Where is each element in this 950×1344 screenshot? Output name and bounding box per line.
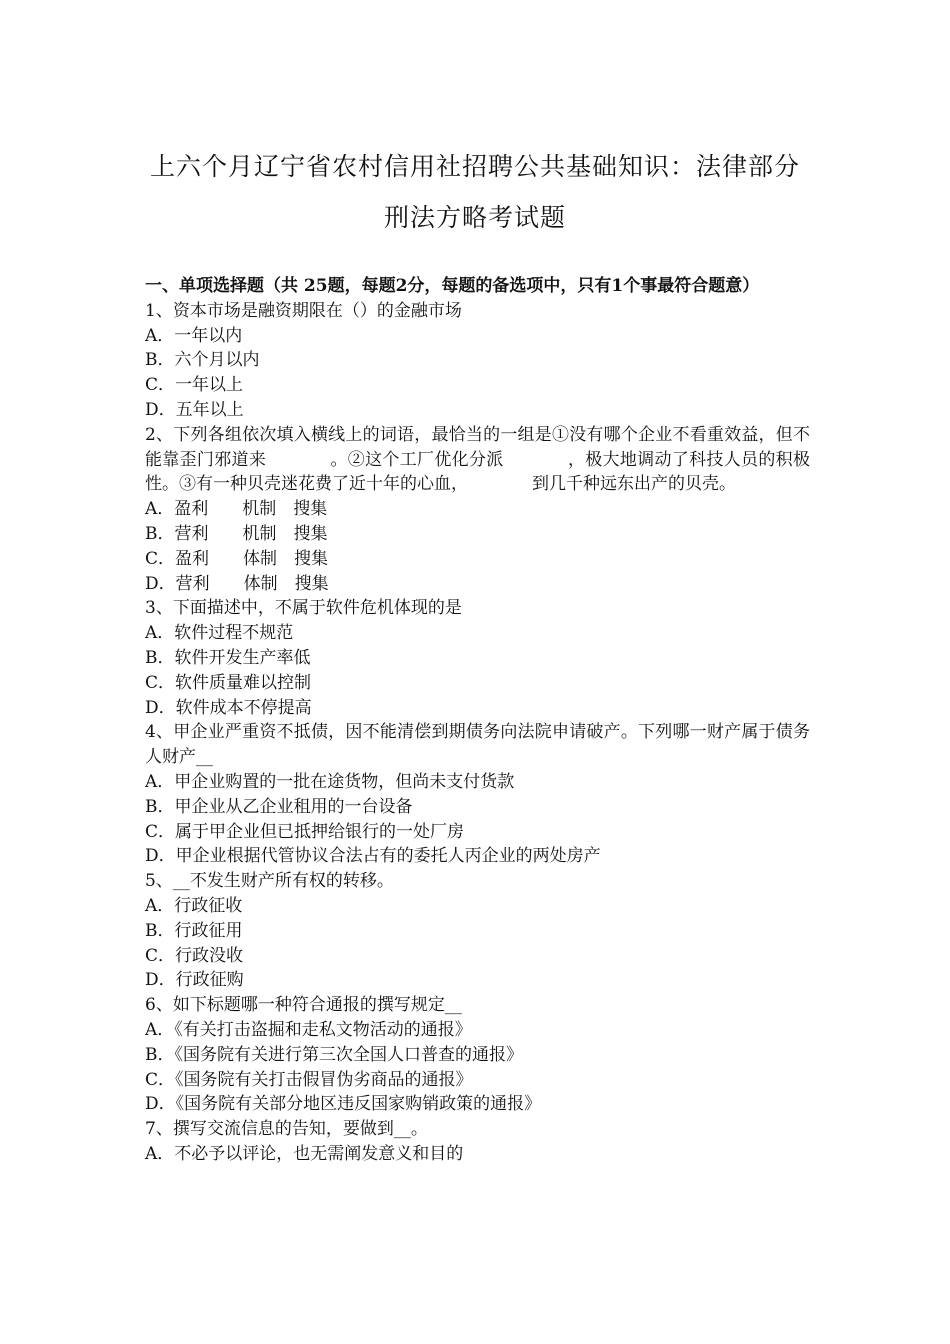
answer-option: A．甲企业购置的一批在途货物，但尚未支付货款 bbox=[145, 771, 515, 792]
question-stem bbox=[145, 423, 810, 497]
answer-option: B．软件开发生产率低 bbox=[145, 647, 311, 668]
question-3 bbox=[145, 596, 810, 720]
answer-option: B．甲企业从乙企业租用的一台设备 bbox=[145, 796, 413, 817]
question-stem: 1、资本市场是融资期限在（）的金融市场 bbox=[145, 300, 462, 321]
question-stem-part: ，极大地调动了科技人员的积极性。③有一种贝壳迷花费了近十年的心血， bbox=[145, 449, 810, 495]
answer-option: A．软件过程不规范 bbox=[145, 623, 294, 644]
question-stem-part: 到几千种远东出产的贝壳。 bbox=[532, 474, 736, 495]
answer-option: D．甲企业根据代管协议合法占有的委托人丙企业的两处房产 bbox=[145, 846, 601, 867]
question-1 bbox=[145, 299, 810, 423]
answer-option: A．一年以内 bbox=[145, 325, 243, 346]
answer-option: C．属于甲企业但已抵押给银行的一处厂房 bbox=[145, 821, 465, 842]
question-4 bbox=[145, 720, 810, 869]
answer-option: C．一年以上 bbox=[145, 375, 244, 396]
answer-option: A．不必予以评论，也无需阐发意义和目的 bbox=[145, 1143, 464, 1164]
answer-option: B．行政征用 bbox=[145, 920, 243, 941]
answer-option: B．六个月以内 bbox=[145, 350, 260, 371]
question-2 bbox=[145, 423, 810, 597]
question-stem: 7、撰写交流信息的告知，要做到__。 bbox=[145, 1119, 428, 1140]
answer-option: D．营利 体制 搜集 bbox=[145, 573, 329, 594]
question-7 bbox=[145, 1117, 810, 1167]
section-heading: 一、单项选择题（共 25题，每题2分，每题的备选项中，只有1个事最符合题意） bbox=[145, 276, 760, 296]
answer-option: D．行政征购 bbox=[145, 970, 244, 991]
answer-option: A．行政征收 bbox=[145, 895, 243, 916]
question-stem: 6、如下标题哪一种符合通报的撰写规定__ bbox=[145, 995, 462, 1016]
question-5 bbox=[145, 869, 810, 993]
question-stem: 4、甲企业严重资不抵债，因不能清偿到期债务向法院申请破产。下列哪一财产属于债务人财产__ bbox=[145, 722, 810, 768]
answer-option: A．《有关打击盗掘和走私文物活动的通报》 bbox=[145, 1019, 472, 1040]
answer-option: D．软件成本不停提高 bbox=[145, 697, 312, 718]
document-title-line2: 刑法方略考试题 bbox=[383, 203, 566, 232]
question-stem-part: 2、下列各组依次填入横线上的词语，最恰当的一组是①没有哪个企业不看重效益，但不能靠歪门邪道来 bbox=[145, 424, 810, 470]
answer-option: A．盈利 机制 搜集 bbox=[145, 499, 328, 520]
question-6 bbox=[145, 993, 810, 1117]
question-stem-part: 。②这个工厂优化分派 bbox=[330, 449, 504, 470]
document-title-line1: 上六个月辽宁省农村信用社招聘公共基础知识：法律部分 bbox=[149, 152, 800, 181]
answer-option: C．《国务院有关打击假冒伪劣商品的通报》 bbox=[145, 1069, 473, 1090]
question-stem: 5、__不发生财产所有权的转移。 bbox=[145, 871, 394, 892]
answer-option: C．盈利 体制 搜集 bbox=[145, 548, 329, 569]
answer-option: C．软件质量难以控制 bbox=[145, 672, 312, 693]
answer-option: B．营利 机制 搜集 bbox=[145, 523, 328, 544]
question-stem: 3、下面描述中，不属于软件危机体现的是 bbox=[145, 598, 462, 619]
answer-option: C．行政没收 bbox=[145, 945, 244, 966]
answer-option: D．《国务院有关部分地区违反国家购销政策的通报》 bbox=[145, 1094, 542, 1115]
answer-option: D．五年以上 bbox=[145, 399, 244, 420]
document-body bbox=[145, 274, 810, 1167]
answer-option: B．《国务院有关进行第三次全国人口普查的通报》 bbox=[145, 1044, 523, 1065]
